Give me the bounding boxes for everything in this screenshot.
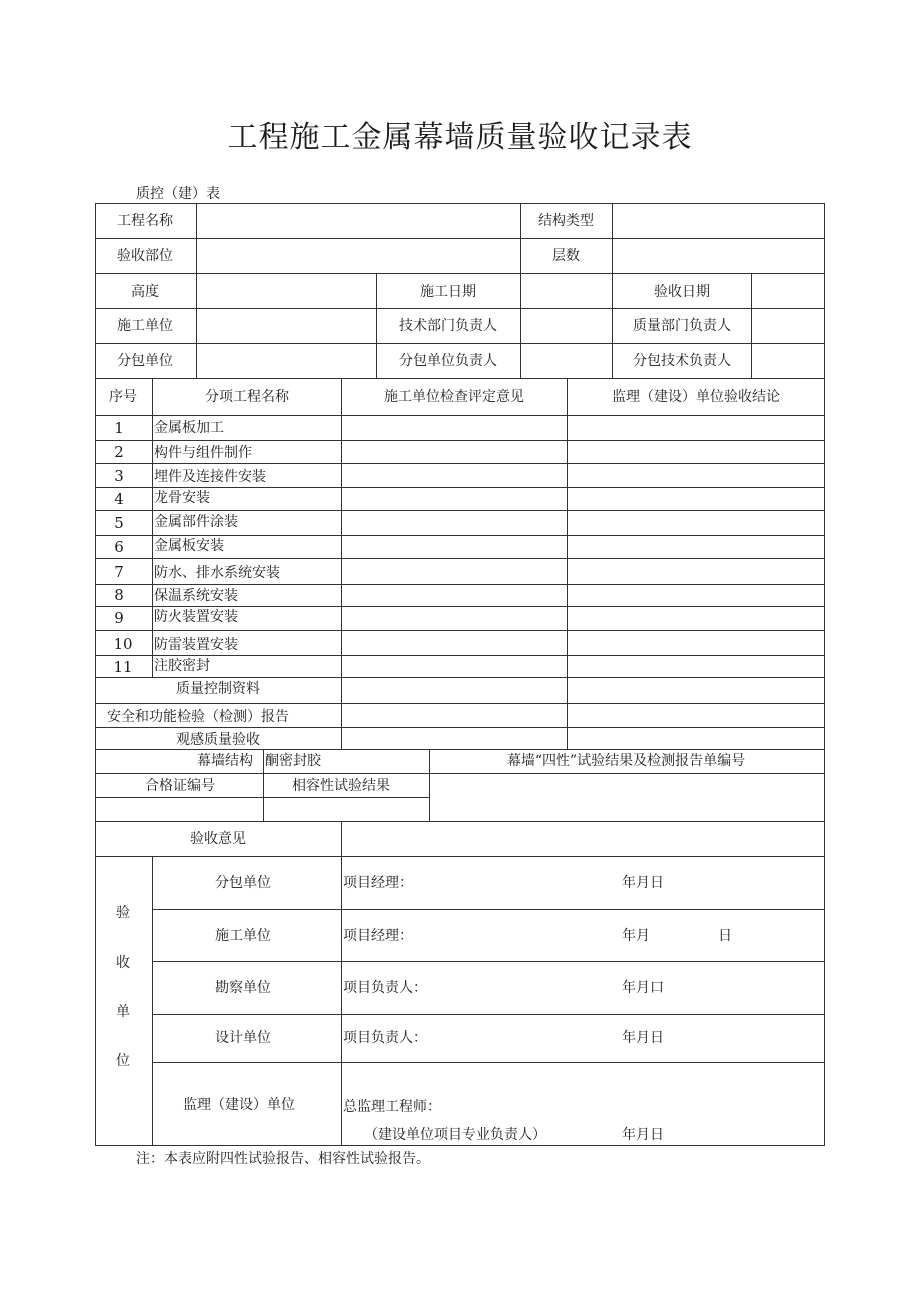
label-cert-no: 合格证编号 <box>145 778 215 794</box>
item-name: 龙骨安装 <box>154 490 210 506</box>
side-label-char: 位 <box>116 1053 130 1069</box>
item-no: 8 <box>114 586 124 604</box>
grid-line <box>95 655 825 656</box>
item-no: 5 <box>114 514 124 532</box>
unit-role: 总监理工程师： <box>343 1099 441 1115</box>
label-floors: 层数 <box>552 248 580 264</box>
unit-name: 监理（建设）单位 <box>183 1097 295 1113</box>
grid-line <box>95 558 825 559</box>
grid-line <box>95 238 825 239</box>
label-subcontract-tech-head: 分包技术负责人 <box>633 353 731 369</box>
item-no: 11 <box>113 658 133 676</box>
grid-line <box>263 749 264 821</box>
grid-line <box>751 273 752 378</box>
grid-line <box>429 749 430 821</box>
unit-role: 项目经理： <box>343 928 413 944</box>
grid-line <box>95 343 825 344</box>
label-acceptance-part: 验收部位 <box>117 248 173 264</box>
item-name: 防水、排水系统安装 <box>154 565 280 581</box>
label-height: 高度 <box>131 284 159 300</box>
grid-line <box>95 606 825 607</box>
item-name: 金属部件涂装 <box>154 514 238 530</box>
row-appearance: 观感质量验收 <box>176 732 260 748</box>
side-label-char: 单 <box>116 1004 130 1020</box>
grid-line <box>152 378 153 677</box>
unit-name: 勘察单位 <box>215 980 271 996</box>
grid-line <box>152 1014 825 1015</box>
item-no: 10 <box>113 635 133 653</box>
unit-role-secondary: （建设单位项目专业负责人） <box>364 1127 546 1143</box>
label-curtain-structure: 幕墙结构 <box>197 753 253 769</box>
grid-line <box>95 797 429 798</box>
grid-line <box>95 510 825 511</box>
label-acceptance-opinion: 验收意见 <box>190 831 246 847</box>
unit-date: 年月口 <box>622 980 664 996</box>
grid-line <box>824 203 825 1145</box>
grid-line <box>612 203 613 378</box>
grid-line <box>341 821 342 1145</box>
label-construction-date: 施工日期 <box>420 284 476 300</box>
grid-line <box>95 378 825 379</box>
grid-line <box>95 677 825 678</box>
col-item-name: 分项工程名称 <box>205 389 289 405</box>
grid-line <box>95 415 825 416</box>
label-subcontract-unit-head: 分包单位负责人 <box>399 353 497 369</box>
grid-line <box>95 535 825 536</box>
row-quality-docs: 质量控制资料 <box>176 681 260 697</box>
col-seq: 序号 <box>109 389 137 405</box>
form-code: 质控（建）表 <box>136 186 220 202</box>
grid-line <box>95 1145 825 1146</box>
label-structure-type: 结构类型 <box>538 213 594 229</box>
grid-line <box>376 273 377 378</box>
item-no: 4 <box>114 490 124 508</box>
grid-line <box>95 308 825 309</box>
grid-line <box>95 727 825 728</box>
unit-date: 年月 <box>622 928 650 944</box>
grid-line <box>196 203 197 378</box>
side-label-char: 验 <box>116 905 130 921</box>
grid-line <box>95 463 825 464</box>
grid-line <box>152 856 153 1145</box>
unit-date: 年月日 <box>622 875 664 891</box>
item-name: 注胶密封 <box>154 658 210 674</box>
label-construction-unit: 施工单位 <box>117 318 173 334</box>
label-acceptance-date: 验收日期 <box>654 284 710 300</box>
grid-line <box>95 856 825 857</box>
label-subcontract-unit: 分包单位 <box>117 353 173 369</box>
grid-line <box>95 630 825 631</box>
item-name: 金属板安装 <box>154 538 224 554</box>
label-quality-dept-head: 质量部门负责人 <box>633 318 731 334</box>
item-name: 防火装置安装 <box>154 609 238 625</box>
item-name: 埋件及连接件安装 <box>154 469 266 485</box>
label-sealant: 酮密封胶 <box>265 753 321 769</box>
grid-line <box>152 1062 825 1063</box>
label-project-name: 工程名称 <box>117 213 173 229</box>
row-safety-report: 安全和功能检验（检测）报告 <box>107 709 289 725</box>
unit-date: 年月日 <box>622 1030 664 1046</box>
unit-name: 分包单位 <box>215 875 271 891</box>
item-name: 防雷装置安装 <box>154 637 238 653</box>
unit-role: 项目负责人： <box>343 1030 427 1046</box>
grid-line <box>520 203 521 378</box>
grid-line <box>95 440 825 441</box>
unit-name: 施工单位 <box>215 928 271 944</box>
unit-name: 设计单位 <box>215 1030 271 1046</box>
grid-line <box>95 203 96 1145</box>
label-four-properties: 幕墙“四性”试验结果及检测报告单编号 <box>506 753 746 769</box>
item-name: 构件与组件制作 <box>154 445 252 461</box>
unit-role: 项目经理： <box>343 875 413 891</box>
grid-line <box>567 378 568 749</box>
item-no: 2 <box>114 443 124 461</box>
grid-line <box>95 821 825 822</box>
grid-line <box>95 273 825 274</box>
grid-line <box>341 378 342 749</box>
grid-line <box>95 749 825 750</box>
label-tech-dept-head: 技术部门负责人 <box>399 318 497 334</box>
unit-role: 项目负责人： <box>343 980 427 996</box>
grid-line <box>95 703 825 704</box>
grid-line <box>152 909 825 910</box>
item-no: 9 <box>114 609 124 627</box>
page-title: 工程施工金属幕墙质量验收记录表 <box>227 120 693 155</box>
grid-line <box>95 584 825 585</box>
col-supervision-conclusion: 监理（建设）单位验收结论 <box>612 389 780 405</box>
item-no: 7 <box>114 563 124 581</box>
unit-date-day: 日 <box>718 928 732 944</box>
unit-date: 年月日 <box>622 1127 664 1143</box>
item-no: 6 <box>114 538 124 556</box>
col-construction-opinion: 施工单位检查评定意见 <box>384 389 524 405</box>
grid-line <box>152 961 825 962</box>
item-no: 1 <box>114 419 124 437</box>
label-compatibility: 相容性试验结果 <box>292 778 390 794</box>
footnote: 注：本表应附四性试验报告、相容性试验报告。 <box>136 1151 430 1167</box>
grid-line <box>95 773 825 774</box>
side-label-char: 收 <box>116 955 130 971</box>
grid-line <box>95 487 825 488</box>
grid-line <box>95 203 825 204</box>
item-no: 3 <box>114 467 124 485</box>
item-name: 保温系统安装 <box>154 588 238 604</box>
item-name: 金属板加工 <box>154 420 224 436</box>
